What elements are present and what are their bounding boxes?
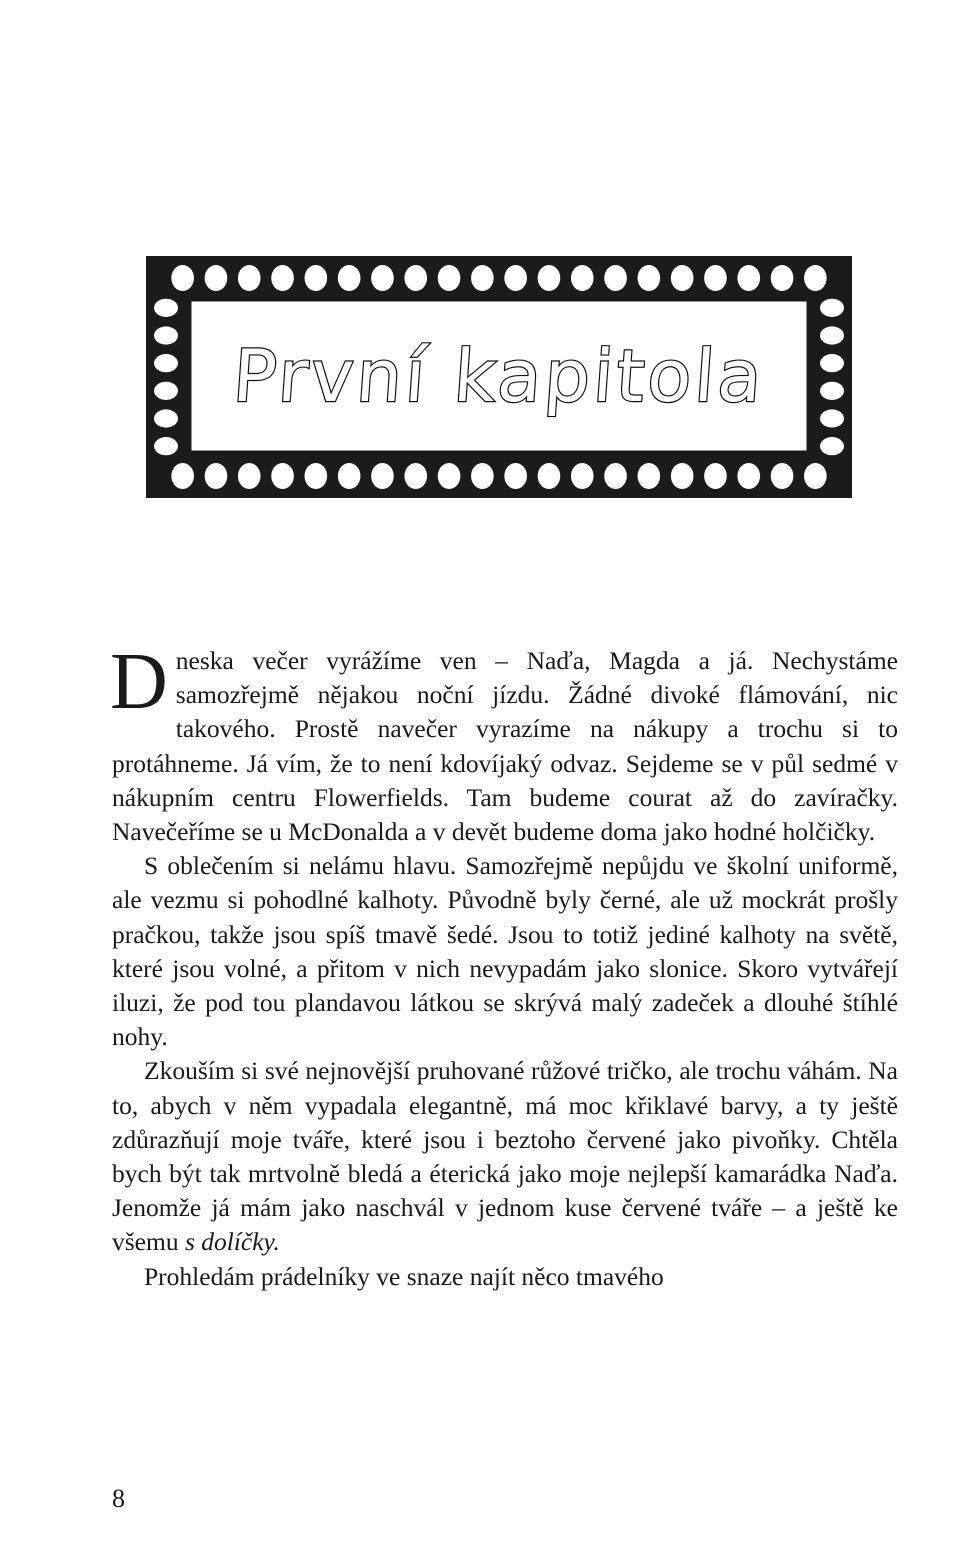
chapter-title: První kapitola [230, 334, 768, 418]
paragraph-3-emphasis: s dolíčky. [184, 1227, 280, 1257]
page-number: 8 [112, 1484, 125, 1513]
scallop-shape [538, 463, 561, 489]
scallop-shape [205, 463, 228, 489]
paragraph-1 [110, 638, 898, 849]
scallop-shape [820, 354, 844, 372]
scallop-shape [604, 463, 627, 489]
scallop-shape [271, 463, 294, 489]
scallop-shape [771, 463, 794, 489]
paragraph-3-text: Zkouším si své nejnovější pruhované růžové tričko, ale trochu váhám. Na to, abych v něm vypadala elegantně, má moc křiklavé barvy, a ty ještě zdůrazňují moje tváře, které jsou i beztoho červené jako pivoňky. Chtěla bych být tak mrtvolně bledá a éterická jako moje nejlepší kamarádka Naďa. Jenomže já mám jako naschvál v jednom kuse červené tváře – a ještě ke všemu [112, 1056, 898, 1257]
scallop-shape [154, 326, 178, 344]
scallop-shape [737, 265, 760, 291]
drop-cap: D [110, 638, 168, 726]
scallop-shape [305, 265, 328, 291]
scallop-shape [820, 409, 844, 427]
scallop-shape [538, 265, 561, 291]
scallop-shape [404, 463, 427, 489]
scallop-shape [271, 265, 294, 291]
scallop-shape [820, 437, 844, 455]
scallop-shape [571, 463, 594, 489]
scallop-shape [471, 265, 494, 291]
scallop-shape [638, 265, 661, 291]
scallop-shape [171, 265, 194, 291]
scallop-shape [737, 463, 760, 489]
scallop-shape [371, 265, 394, 291]
paragraph-1-text: neska večer vyrážíme ven – Naďa, Magda a já. Nechystáme samozřejmě nějakou noční jízdu. Žádné divoké flámování, nic takového. Prostě navečer vyrazíme na nákupy a trochu si to protáhneme. Já vím, že to není kdovíjaký odvaz. Sejdeme se v půl sedmé v nákupním centru Flowerfields. Tam budeme courat až do zavíračky. Navečeříme se u McDonalda a v devět budeme doma jako hodné holčičky. [112, 646, 898, 847]
scallop-shape [438, 463, 461, 489]
scallop-shape [771, 265, 794, 291]
scallop-shape [338, 463, 361, 489]
scallop-shape [238, 265, 261, 291]
scallop-shape [154, 437, 178, 455]
scallop-shape [338, 265, 361, 291]
scallop-shape [820, 382, 844, 400]
paragraph-4: Prohledám prádelníky ve snaze najít něco tmavého [144, 1261, 664, 1291]
scallop-shape [404, 265, 427, 291]
scallop-shape [820, 299, 844, 317]
scallop-shape [154, 354, 178, 372]
scallop-shape [820, 326, 844, 344]
paragraph-3 [112, 1054, 898, 1259]
scallop-shape [371, 463, 394, 489]
scallop-shape [205, 265, 228, 291]
scallop-shape [471, 463, 494, 489]
scallop-shape [804, 265, 827, 291]
scallop-shape [238, 463, 261, 489]
scallop-shape [604, 265, 627, 291]
paragraph-2: S oblečením si nelámu hlavu. Samozřejmě nepůjdu ve školní uniformě, ale vezmu si pohodlné kalhoty. Původně byly černé, ale už mockrát prošly pračkou, takže jsou spíš tmavě šedé. Jsou to totiž jediné kalhoty na světě, které jsou volné, a přitom v nich nevypadám jako slonice. Skoro vytvářejí iluzi, že pod tou plandavou látkou se skrývá malý zadeček a dlouhé štíhlé nohy. [112, 851, 898, 1052]
scallop-shape [154, 409, 178, 427]
body-text [110, 638, 898, 1294]
scallop-shape [671, 265, 694, 291]
scallop-shape [571, 265, 594, 291]
scallop-shape [504, 463, 527, 489]
scallop-shape [305, 463, 328, 489]
chapter-heading-frame [146, 256, 852, 498]
scallop-shape [804, 463, 827, 489]
scallop-shape [154, 299, 178, 317]
scallop-shape [171, 463, 194, 489]
scallop-shape [671, 463, 694, 489]
scallop-shape [704, 265, 727, 291]
scallop-shape [438, 265, 461, 291]
scallop-shape [504, 265, 527, 291]
scallop-shape [154, 382, 178, 400]
scallop-shape [704, 463, 727, 489]
scallop-shape [638, 463, 661, 489]
